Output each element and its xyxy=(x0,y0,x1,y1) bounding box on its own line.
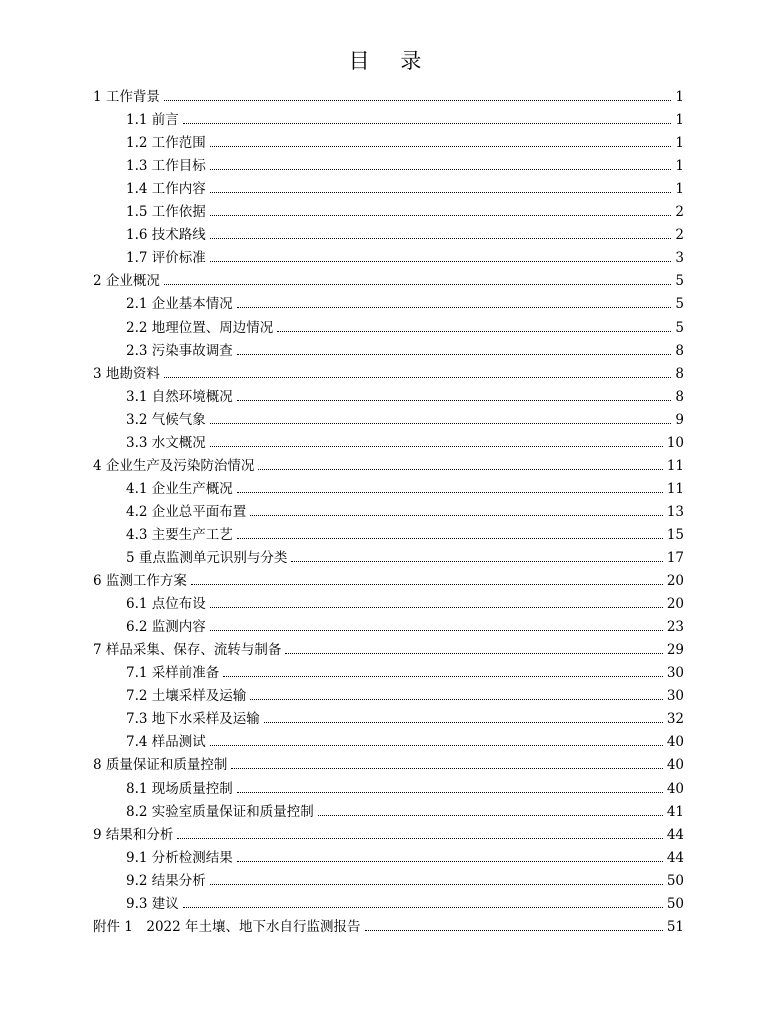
toc-entry-label: 9 结果和分析 xyxy=(93,824,175,847)
toc-entry-label: 1.4 工作内容 xyxy=(126,178,208,201)
toc-entry[interactable] xyxy=(0,432,770,455)
toc-leader-dots xyxy=(164,100,671,101)
toc-entry-page-number: 8 xyxy=(673,386,684,409)
toc-leader-dots xyxy=(291,561,663,562)
toc-entry[interactable] xyxy=(0,708,770,731)
toc-entry-label: 附件 1 2022 年土壤、地下水自行监测报告 xyxy=(93,916,363,939)
toc-entry-label: 1 工作背景 xyxy=(93,86,162,109)
toc-leader-dots xyxy=(318,815,663,816)
toc-entry-page-number: 2 xyxy=(673,224,684,247)
toc-entry-label: 2.1 企业基本情况 xyxy=(126,293,235,316)
toc-entry[interactable] xyxy=(0,685,770,708)
toc-entry-label: 1.7 评价标准 xyxy=(126,247,208,270)
toc-entry-page-number: 2 xyxy=(673,201,684,224)
toc-entry-label: 1.2 工作范围 xyxy=(126,132,208,155)
toc-entry-label: 2.2 地理位置、周边情况 xyxy=(126,317,275,340)
toc-entry[interactable] xyxy=(0,639,770,662)
toc-entry-label: 7.3 地下水采样及运输 xyxy=(126,708,262,731)
toc-entry[interactable] xyxy=(0,386,770,409)
toc-entry[interactable] xyxy=(0,662,770,685)
toc-entry-label: 3.1 自然环境概况 xyxy=(126,386,235,409)
toc-entry-page-number: 5 xyxy=(673,293,684,316)
toc-entry-page-number: 11 xyxy=(665,455,684,478)
toc-entry[interactable] xyxy=(0,524,770,547)
toc-entry-page-number: 41 xyxy=(665,801,684,824)
toc-entry-label: 6.1 点位布设 xyxy=(126,593,208,616)
toc-entry[interactable] xyxy=(0,455,770,478)
toc-entry[interactable] xyxy=(0,86,770,109)
toc-entry-page-number: 44 xyxy=(665,847,684,870)
toc-leader-dots xyxy=(210,446,663,447)
toc-entry-label: 4.3 主要生产工艺 xyxy=(126,524,235,547)
toc-entry-page-number: 1 xyxy=(673,155,684,178)
toc-entry[interactable] xyxy=(0,293,770,316)
toc-entry-label: 9.3 建议 xyxy=(126,893,181,916)
toc-leader-dots xyxy=(210,238,671,239)
toc-entry-label: 6.2 监测内容 xyxy=(126,616,208,639)
toc-entry-page-number: 5 xyxy=(673,317,684,340)
toc-entry-page-number: 20 xyxy=(665,593,684,616)
toc-entry-page-number: 40 xyxy=(665,778,684,801)
toc-entry-page-number: 1 xyxy=(673,86,684,109)
toc-leader-dots xyxy=(365,930,663,931)
toc-entry-page-number: 17 xyxy=(665,547,684,570)
toc-entry[interactable] xyxy=(0,363,770,386)
toc-entry-label: 1.1 前言 xyxy=(126,109,181,132)
toc-entry[interactable] xyxy=(0,916,770,939)
toc-leader-dots xyxy=(191,584,663,585)
toc-leader-dots xyxy=(237,538,663,539)
toc-entry[interactable] xyxy=(0,570,770,593)
toc-leader-dots xyxy=(250,699,663,700)
toc-entry[interactable] xyxy=(0,132,770,155)
toc-entry[interactable] xyxy=(0,893,770,916)
toc-entry[interactable] xyxy=(0,201,770,224)
toc-entry-label: 1.3 工作目标 xyxy=(126,155,208,178)
toc-entry-page-number: 10 xyxy=(665,432,684,455)
toc-entry-label: 6 监测工作方案 xyxy=(93,570,189,593)
toc-leader-dots xyxy=(210,169,671,170)
toc-entry-label: 3.2 气候气象 xyxy=(126,409,208,432)
toc-entry[interactable] xyxy=(0,224,770,247)
toc-entry[interactable] xyxy=(0,109,770,132)
toc-entry[interactable] xyxy=(0,778,770,801)
toc-entry-page-number: 9 xyxy=(673,409,684,432)
toc-entry-label: 8 质量保证和质量控制 xyxy=(93,754,229,777)
toc-entry-page-number: 40 xyxy=(665,754,684,777)
toc-entry-page-number: 11 xyxy=(665,478,684,501)
toc-entry-page-number: 1 xyxy=(673,178,684,201)
toc-leader-dots xyxy=(210,630,663,631)
toc-leader-dots xyxy=(237,861,663,862)
toc-leader-dots xyxy=(264,722,663,723)
toc-entry-label: 2 企业概况 xyxy=(93,270,162,293)
toc-entry-label: 2.3 污染事故调查 xyxy=(126,340,235,363)
toc-entry-label: 7.2 土壤采样及运输 xyxy=(126,685,248,708)
toc-entry-page-number: 8 xyxy=(673,340,684,363)
toc-entry[interactable] xyxy=(0,155,770,178)
toc-entry-page-number: 20 xyxy=(665,570,684,593)
toc-entry-page-number: 23 xyxy=(665,616,684,639)
toc-entry[interactable] xyxy=(0,616,770,639)
toc-entry-page-number: 44 xyxy=(665,824,684,847)
toc-leader-dots xyxy=(237,400,671,401)
toc-entry-page-number: 30 xyxy=(665,685,684,708)
toc-entry-page-number: 3 xyxy=(673,247,684,270)
toc-entry-page-number: 30 xyxy=(665,662,684,685)
toc-entry-page-number: 50 xyxy=(665,870,684,893)
toc-entry[interactable] xyxy=(0,178,770,201)
toc-entry[interactable] xyxy=(0,731,770,754)
toc-entry-page-number: 51 xyxy=(665,916,684,939)
toc-entry-label: 7.4 样品测试 xyxy=(126,731,208,754)
toc-entry-label: 8.1 现场质量控制 xyxy=(126,778,235,801)
toc-entry-label: 5 重点监测单元识别与分类 xyxy=(126,547,289,570)
toc-leader-dots xyxy=(223,676,663,677)
toc-entry[interactable] xyxy=(0,317,770,340)
toc-entry[interactable] xyxy=(0,340,770,363)
toc-leader-dots xyxy=(277,331,671,332)
toc-entry-page-number: 32 xyxy=(665,708,684,731)
toc-entry-page-number: 1 xyxy=(673,132,684,155)
toc-entry[interactable] xyxy=(0,754,770,777)
toc-entry[interactable] xyxy=(0,547,770,570)
toc-leader-dots xyxy=(210,884,663,885)
toc-leader-dots xyxy=(237,307,671,308)
toc-leader-dots xyxy=(210,745,663,746)
toc-leader-dots xyxy=(258,469,663,470)
toc-entry-label: 3.3 水文概况 xyxy=(126,432,208,455)
toc-entry-page-number: 1 xyxy=(673,109,684,132)
toc-entry[interactable] xyxy=(0,847,770,870)
toc-leader-dots xyxy=(285,653,663,654)
toc-entry[interactable] xyxy=(0,593,770,616)
toc-entry-label: 7.1 采样前准备 xyxy=(126,662,221,685)
toc-leader-dots xyxy=(237,354,671,355)
toc-entry[interactable] xyxy=(0,870,770,893)
toc-entry-page-number: 40 xyxy=(665,731,684,754)
toc-leader-dots xyxy=(210,146,671,147)
toc-entry[interactable] xyxy=(0,409,770,432)
toc-entry-page-number: 29 xyxy=(665,639,684,662)
toc-entry-label: 8.2 实验室质量保证和质量控制 xyxy=(126,801,316,824)
toc-entry-page-number: 5 xyxy=(673,270,684,293)
toc-entry[interactable] xyxy=(0,247,770,270)
toc-leader-dots xyxy=(210,607,663,608)
toc-entry-page-number: 15 xyxy=(665,524,684,547)
toc-entry-label: 4 企业生产及污染防治情况 xyxy=(93,455,256,478)
toc-entry-label: 1.5 工作依据 xyxy=(126,201,208,224)
toc-leader-dots xyxy=(183,907,663,908)
toc-entry-label: 7 样品采集、保存、流转与制备 xyxy=(93,639,283,662)
toc-leader-dots xyxy=(164,377,671,378)
toc-leader-dots xyxy=(231,768,663,769)
toc-leader-dots xyxy=(210,215,671,216)
toc-leader-dots xyxy=(237,792,663,793)
toc-title: 目 录 xyxy=(348,49,434,73)
toc-leader-dots xyxy=(250,515,663,516)
toc-entry-label: 4.1 企业生产概况 xyxy=(126,478,235,501)
toc-leader-dots xyxy=(177,838,663,839)
toc-entry-page-number: 8 xyxy=(673,363,684,386)
toc-entry-label: 3 地勘资料 xyxy=(93,363,162,386)
toc-leader-dots xyxy=(210,423,671,424)
toc-entry-label: 4.2 企业总平面布置 xyxy=(126,501,248,524)
toc-entry[interactable] xyxy=(0,801,770,824)
toc-leader-dots xyxy=(210,192,671,193)
toc-entry-label: 1.6 技术路线 xyxy=(126,224,208,247)
toc-entry[interactable] xyxy=(0,270,770,293)
toc-entry[interactable] xyxy=(0,501,770,524)
toc-leader-dots xyxy=(210,261,671,262)
toc-entry-page-number: 50 xyxy=(665,893,684,916)
toc-entry-label: 9.2 结果分析 xyxy=(126,870,208,893)
toc-entry-label: 9.1 分析检测结果 xyxy=(126,847,235,870)
toc-entry[interactable] xyxy=(0,824,770,847)
toc-leader-dots xyxy=(164,284,671,285)
toc-entry[interactable] xyxy=(0,478,770,501)
toc-entry-page-number: 13 xyxy=(665,501,684,524)
toc-leader-dots xyxy=(237,492,663,493)
toc-leader-dots xyxy=(183,123,671,124)
